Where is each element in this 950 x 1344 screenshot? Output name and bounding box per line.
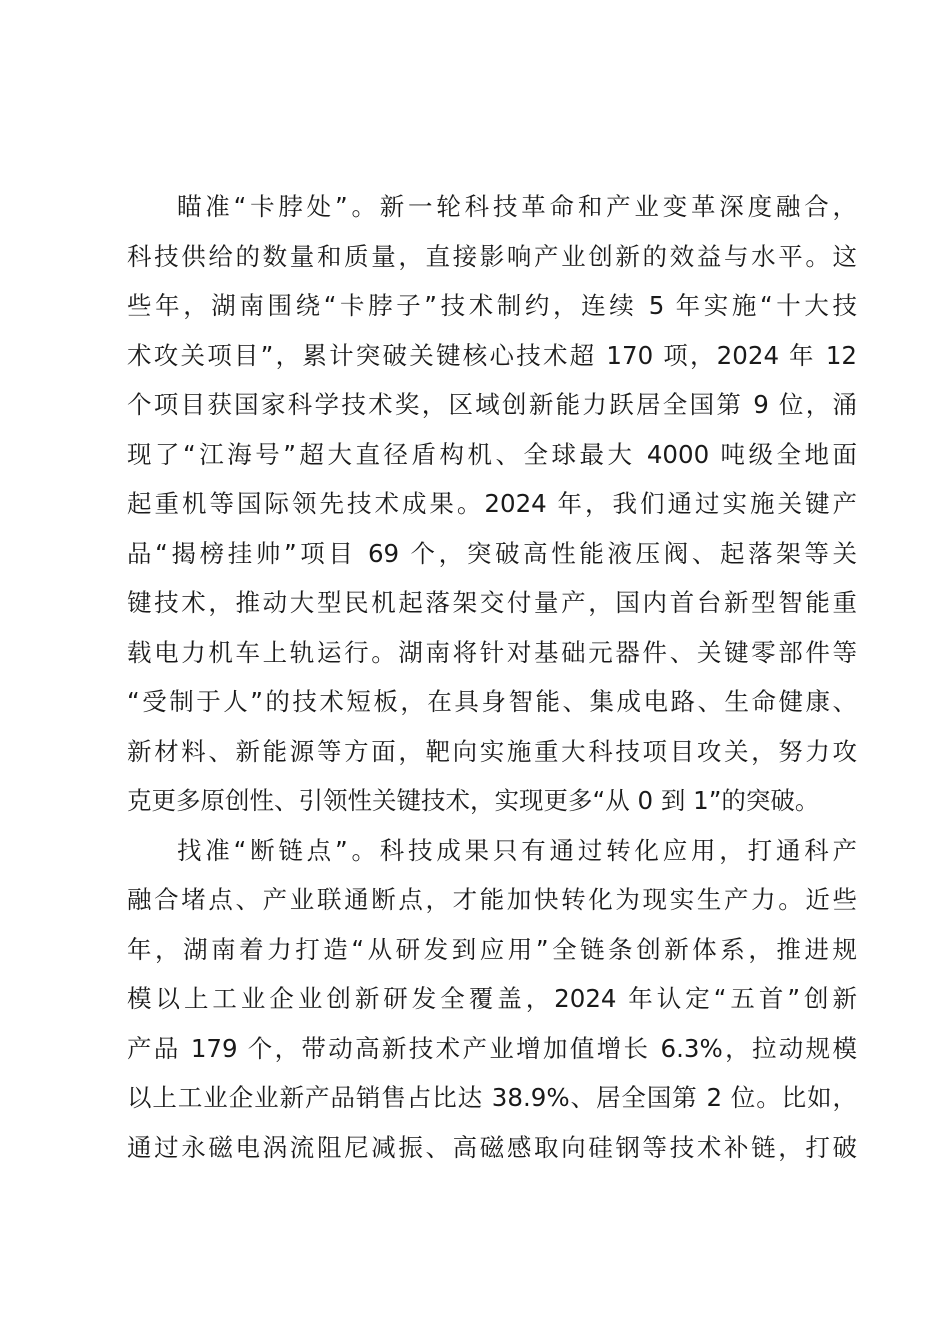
paragraph-line: 年，湖南着力打造“从研发到应用”全链条创新体系，推进规 <box>127 934 857 964</box>
paragraph-line: 以上工业企业新产品销售占比达 38.9%、居全国第 2 位。比如， <box>127 1083 857 1112</box>
paragraph-line: 克更多原创性、引领性关键技术，实现更多“从 0 到 1”的突破。 <box>127 786 820 815</box>
paragraph-line: 科技供给的数量和质量，直接影响产业创新的效益与水平。这 <box>127 241 857 271</box>
paragraph-breakthrough <box>127 182 857 826</box>
paragraph-line: 通过永磁电涡流阻尼减振、高磁感取向硅钢等技术补链，打破 <box>127 1132 857 1162</box>
paragraph-line: 找准“断链点”。科技成果只有通过转化应用，打通科产 <box>177 835 857 865</box>
paragraph-line: 模以上工业企业创新研发全覆盖，2024 年认定“五首”创新 <box>127 984 857 1013</box>
paragraph-line: 新材料、新能源等方面，靶向实施重大科技项目攻关，努力攻 <box>127 736 857 766</box>
paragraph-line: 键技术，推动大型民机起落架交付量产，国内首台新型智能重 <box>127 588 857 617</box>
paragraph-line: 品“揭榜挂帅”项目 69 个，突破高性能液压阀、起落架等关 <box>127 538 857 568</box>
paragraph-line: 产品 179 个，带动高新技术产业增加值增长 6.3%，拉动规模 <box>127 1033 857 1063</box>
paragraph-line: 些年，湖南围绕“卡脖子”技术制约，连续 5 年实施“十大技 <box>127 291 857 320</box>
document-body <box>127 182 857 1172</box>
paragraph-transformation <box>127 826 857 1173</box>
paragraph-line: 瞄准“卡脖处”。新一轮科技革命和产业变革深度融合， <box>177 192 857 221</box>
paragraph-line: 现了“江海号”超大直径盾构机、全球最大 4000 吨级全地面 <box>127 439 857 469</box>
paragraph-line: 术攻关项目”，累计突破关键核心技术超 170 项，2024 年 12 <box>127 340 857 370</box>
paragraph-line: 个项目获国家科学技术奖，区域创新能力跃居全国第 9 位，涌 <box>127 390 857 419</box>
paragraph-line: “受制于人”的技术短板，在具身智能、集成电路、生命健康、 <box>127 687 857 716</box>
paragraph-line: 融合堵点、产业联通断点，才能加快转化为现实生产力。近些 <box>127 885 857 914</box>
paragraph-line: 载电力机车上轨运行。湖南将针对基础元器件、关键零部件等 <box>127 637 857 667</box>
paragraph-line: 起重机等国际领先技术成果。2024 年，我们通过实施关键产 <box>127 489 857 518</box>
